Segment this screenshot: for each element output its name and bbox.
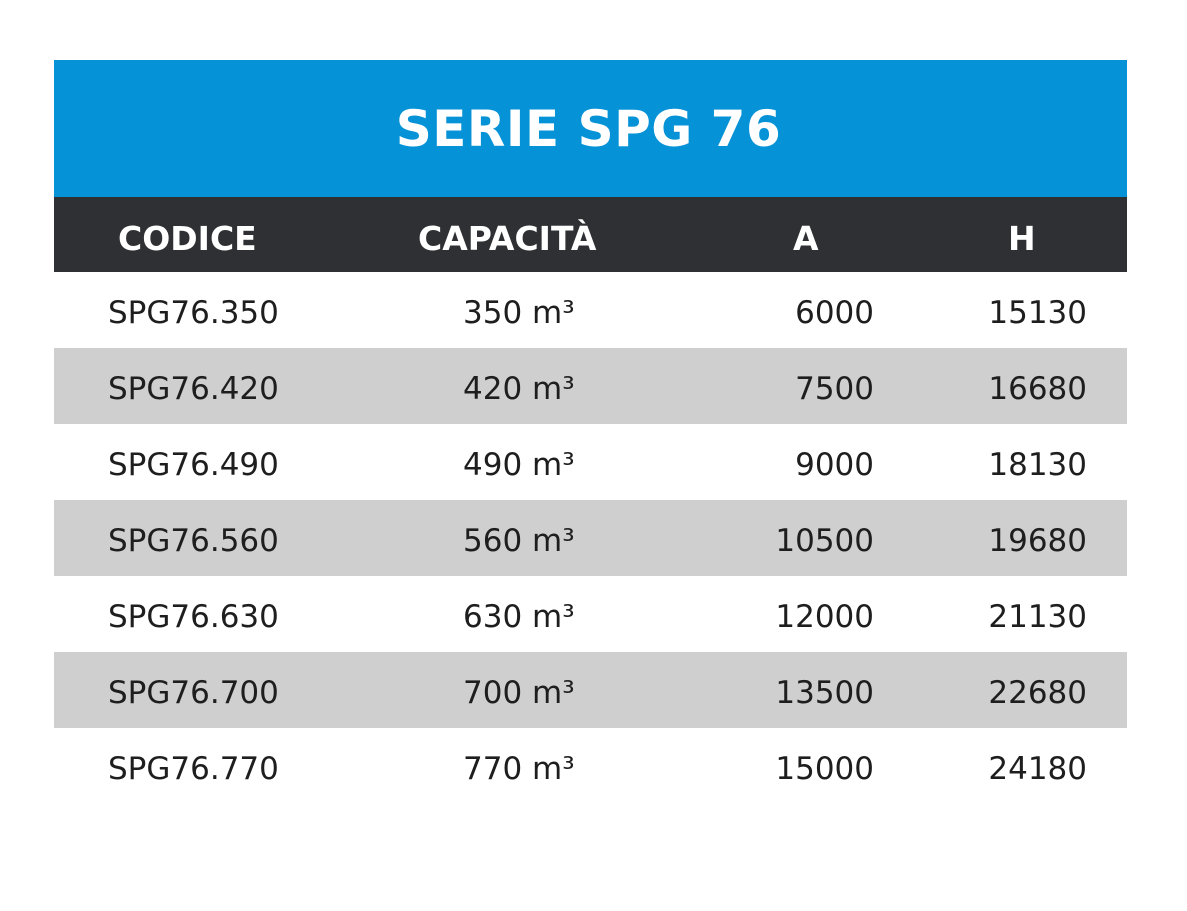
cell-codice: SPG76.420 [108,371,279,407]
column-header-capacita: CAPACITÀ [418,219,597,258]
table-row [54,424,1127,500]
spec-table [54,60,1127,804]
table-row [54,576,1127,652]
cell-codice: SPG76.770 [108,751,279,787]
table-title: SERIE SPG 76 [395,99,782,158]
cell-h: 21130 [988,599,1087,635]
cell-codice: SPG76.700 [108,675,279,711]
cell-a: 12000 [775,599,874,635]
cell-h: 24180 [988,751,1087,787]
cell-a: 13500 [775,675,874,711]
cell-a: 10500 [775,523,874,559]
cell-h: 22680 [988,675,1087,711]
cell-a: 6000 [795,295,874,331]
cell-a: 9000 [795,447,874,483]
column-header-a: A [793,219,819,258]
title-bar [54,60,1127,197]
cell-capacita: 630 m³ [463,599,575,635]
cell-capacita: 350 m³ [463,295,575,331]
table-row [54,348,1127,424]
column-header-h: H [1008,219,1036,258]
cell-codice: SPG76.490 [108,447,279,483]
table-row [54,500,1127,576]
cell-codice: SPG76.630 [108,599,279,635]
cell-capacita: 700 m³ [463,675,575,711]
cell-capacita: 490 m³ [463,447,575,483]
cell-a: 15000 [775,751,874,787]
header-row [54,197,1127,272]
cell-capacita: 560 m³ [463,523,575,559]
cell-a: 7500 [795,371,874,407]
table-row [54,728,1127,804]
cell-h: 15130 [988,295,1087,331]
table-row [54,272,1127,348]
cell-capacita: 420 m³ [463,371,575,407]
cell-h: 19680 [988,523,1087,559]
cell-codice: SPG76.560 [108,523,279,559]
table-row [54,652,1127,728]
cell-h: 18130 [988,447,1087,483]
cell-h: 16680 [988,371,1087,407]
column-header-codice: CODICE [118,219,257,258]
cell-codice: SPG76.350 [108,295,279,331]
cell-capacita: 770 m³ [463,751,575,787]
